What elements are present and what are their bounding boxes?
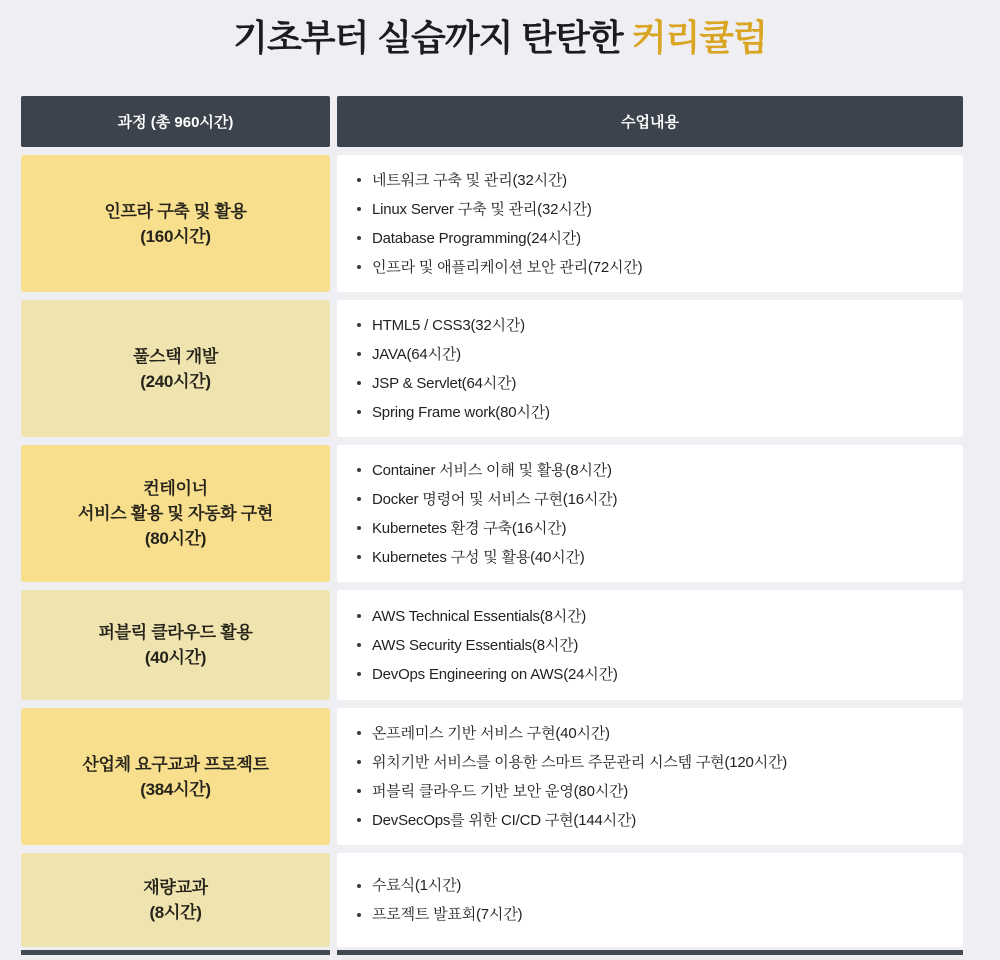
bullet-icon	[357, 731, 361, 735]
content-cell	[337, 155, 963, 292]
page-title	[0, 0, 1000, 62]
bullet-icon	[357, 884, 361, 888]
lesson-item	[357, 229, 963, 248]
lesson-item-text: Docker 명령어 및 서비스 구현(16시간)	[372, 490, 618, 508]
table-header-row	[21, 96, 963, 147]
bullet-icon	[357, 555, 361, 559]
course-title-line: (160시간)	[140, 226, 211, 246]
course-title-line: (8시간)	[149, 903, 202, 922]
lesson-item-text: JSP & Servlet(64시간)	[372, 374, 517, 392]
content-cell	[337, 300, 963, 437]
next-section-edge	[21, 950, 963, 955]
lesson-item	[357, 490, 963, 509]
lesson-item-text: 퍼블릭 클라우드 기반 보안 운영(80시간)	[372, 782, 629, 800]
lesson-item	[357, 403, 963, 422]
table-row	[21, 590, 963, 700]
course-cell	[21, 155, 330, 292]
course-cell	[21, 590, 330, 700]
bullet-icon	[357, 913, 361, 917]
lesson-list	[357, 607, 963, 684]
course-title-line: (40시간)	[144, 648, 207, 667]
course-title-line: 산업체 요구교과 프로젝트	[82, 754, 269, 774]
lesson-item-text: 온프레미스 기반 서비스 구현(40시간)	[372, 724, 610, 742]
bullet-icon	[357, 410, 361, 414]
content-cell	[337, 590, 963, 700]
lesson-item	[357, 519, 963, 538]
course-title-line: 퍼블릭 클라우드 활용	[98, 623, 253, 642]
lesson-item	[357, 876, 963, 895]
course-title-line: (80시간)	[144, 529, 207, 548]
lesson-item-text: DevOps Engineering on AWS(24시간)	[372, 665, 618, 683]
lesson-item	[357, 316, 963, 335]
bullet-icon	[357, 643, 361, 647]
lesson-item	[357, 374, 963, 393]
lesson-item-text: 수료식(1시간)	[372, 877, 462, 894]
lesson-item	[357, 461, 963, 480]
lesson-list	[357, 724, 963, 830]
bullet-icon	[357, 468, 361, 472]
course-cell	[21, 445, 330, 582]
lesson-item-text: 프로젝트 발표회(7시간)	[372, 906, 523, 923]
lesson-item-text: DevSecOps를 위한 CI/CD 구현(144시간)	[372, 811, 637, 829]
lesson-item-text: JAVA(64시간)	[372, 345, 461, 363]
table-body	[21, 155, 963, 947]
lesson-item	[357, 753, 963, 772]
course-title-line: 풀스택 개발	[132, 346, 219, 366]
bullet-icon	[357, 526, 361, 530]
table-row	[21, 853, 963, 947]
bullet-icon	[357, 497, 361, 501]
lesson-item	[357, 905, 963, 924]
page-title-text: 기초부터 실습까지 탄탄한	[233, 17, 632, 58]
bullet-icon	[357, 265, 361, 269]
lesson-item	[357, 548, 963, 567]
lesson-item-text: HTML5 / CSS3(32시간)	[372, 316, 525, 334]
lesson-item-text: 위치기반 서비스를 이용한 스마트 주문관리 시스템 구현(120시간)	[372, 753, 788, 771]
bullet-icon	[357, 207, 361, 211]
page-title-highlight: 커리큘럼	[631, 17, 767, 58]
lesson-item	[357, 724, 963, 743]
bullet-icon	[357, 352, 361, 356]
bullet-icon	[357, 614, 361, 618]
table-row	[21, 708, 963, 845]
lesson-item-text: 인프라 및 애플리케이션 보안 관리(72시간)	[372, 258, 643, 276]
lesson-item	[357, 345, 963, 364]
lesson-item	[357, 782, 963, 801]
lesson-item-text: AWS Technical Essentials(8시간)	[372, 607, 587, 625]
course-cell	[21, 708, 330, 845]
course-title	[78, 476, 273, 551]
bullet-icon	[357, 236, 361, 240]
lesson-item-text: Linux Server 구축 및 관리(32시간)	[372, 200, 592, 218]
course-title-line: (240시간)	[140, 371, 211, 391]
bullet-icon	[357, 672, 361, 676]
lesson-item-text: 네트워크 구축 및 관리(32시간)	[372, 171, 567, 189]
course-title	[104, 199, 246, 249]
course-title	[143, 875, 208, 925]
table-row	[21, 155, 963, 292]
course-title-line: 컨테이너	[143, 479, 208, 498]
header-content-cell	[337, 96, 963, 147]
bullet-icon	[357, 789, 361, 793]
lesson-item-text: Kubernetes 구성 및 활용(40시간)	[372, 548, 585, 566]
course-title-line: (384시간)	[140, 779, 211, 799]
lesson-item	[357, 200, 963, 219]
bullet-icon	[357, 818, 361, 822]
bullet-icon	[357, 760, 361, 764]
lesson-item	[357, 636, 963, 655]
course-title	[82, 752, 268, 802]
lesson-list	[357, 171, 963, 277]
course-title-line: 서비스 활용 및 자동화 구현	[77, 504, 274, 523]
course-title	[133, 344, 218, 394]
header-course-cell	[21, 96, 330, 147]
bullet-icon	[357, 323, 361, 327]
lesson-list	[357, 876, 963, 924]
next-section-left-bar	[21, 950, 330, 955]
lesson-item	[357, 607, 963, 626]
content-cell	[337, 445, 963, 582]
lesson-item-text: AWS Security Essentials(8시간)	[372, 636, 579, 654]
course-title-line: 인프라 구축 및 활용	[104, 201, 247, 221]
lesson-item-text: Spring Frame work(80시간)	[372, 403, 550, 421]
lesson-item-text: Container 서비스 이해 및 활용(8시간)	[372, 461, 612, 479]
course-cell	[21, 853, 330, 947]
course-cell	[21, 300, 330, 437]
next-section-right-bar	[337, 950, 963, 955]
content-cell	[337, 853, 963, 947]
course-title	[99, 620, 253, 670]
curriculum-table	[21, 96, 963, 955]
header-content-label: 수업내용	[621, 114, 679, 131]
lesson-item	[357, 171, 963, 190]
bullet-icon	[357, 381, 361, 385]
content-cell	[337, 708, 963, 845]
lesson-list	[357, 461, 963, 567]
lesson-list	[357, 316, 963, 422]
lesson-item	[357, 258, 963, 277]
lesson-item-text: Database Programming(24시간)	[372, 229, 581, 247]
course-title-line: 재량교과	[143, 878, 208, 897]
header-course-label: 과정 (총 960시간)	[117, 114, 234, 131]
table-row	[21, 300, 963, 437]
bullet-icon	[357, 178, 361, 182]
table-row	[21, 445, 963, 582]
lesson-item-text: Kubernetes 환경 구축(16시간)	[372, 519, 567, 537]
lesson-item	[357, 811, 963, 830]
lesson-item	[357, 665, 963, 684]
